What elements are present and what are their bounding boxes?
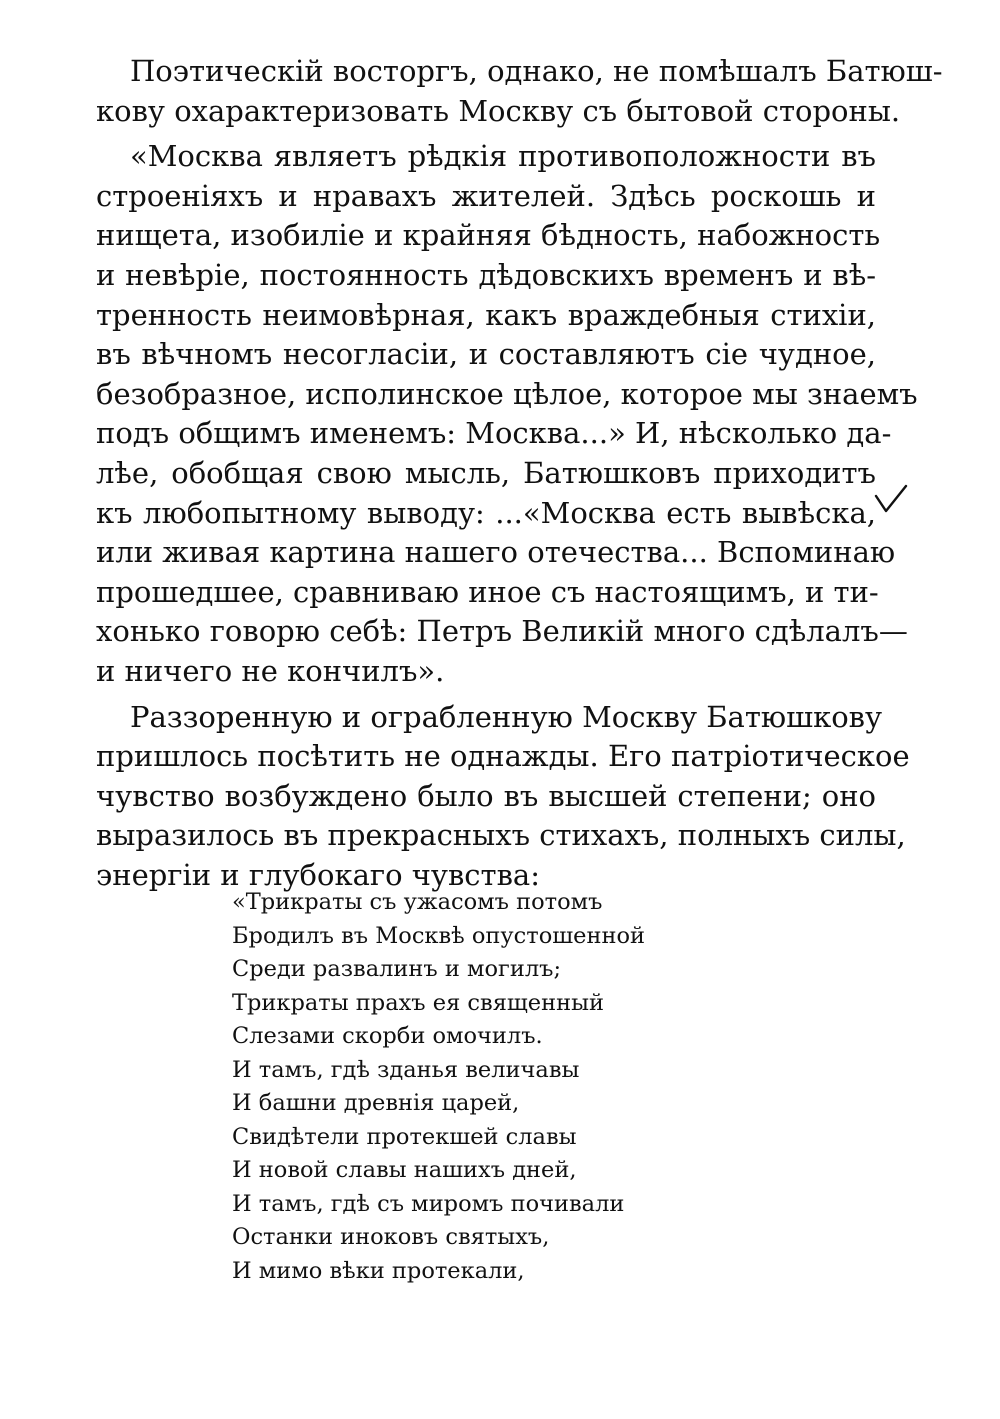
text-line: и ничего не кончилъ». (96, 653, 445, 688)
text-line: нищета, изобиліе и крайняя бѣдность, набожность (96, 218, 881, 253)
text-line: тренность неимовѣрная, какъ враждебныя стихіи, (96, 297, 876, 332)
poem-line: «Трикраты съ ужасомъ потомъ (232, 889, 603, 915)
text-line: энергіи и глубокаго чувства: (96, 857, 540, 892)
text-line: Раззоренную и ограбленную Москву Батюшкову (130, 699, 883, 734)
poem-line: Среди развалинъ и могилъ; (232, 956, 562, 982)
poem-line: И мимо вѣки протекали, (232, 1257, 525, 1284)
poem-line: И тамъ, гдѣ съ миромъ почивали (232, 1190, 625, 1217)
poem-line: И тамъ, гдѣ зданья величавы (232, 1056, 580, 1083)
paragraph (96, 52, 943, 131)
text-line: и невѣріе, постоянность дѣдовскихъ временъ и вѣ- (96, 257, 876, 292)
text-line: безобразное, исполинское цѣлое, которое мы знаемъ (96, 376, 918, 411)
poem-line: Бродилъ въ Москвѣ опустошенной (232, 922, 646, 949)
poem-line: Останки иноковъ святыхъ, (232, 1224, 550, 1250)
text-line: въ вѣчномъ несогласіи, и составляютъ сіе чудное, (96, 337, 876, 372)
text-line: «Москва являетъ рѣдкія противоположности въ (130, 139, 876, 174)
poem-line: Свидѣтели протекшей славы (232, 1123, 577, 1150)
text-line: пришлось посѣтить не однажды. Его патріотическое (96, 739, 910, 774)
prose-body (96, 52, 943, 895)
text-line: или живая картина нашего отечества... Вспоминаю (96, 535, 896, 570)
text-line: Поэтическій восторгъ, однако, не помѣшалъ Батюш- (130, 54, 943, 88)
poem-quote (232, 886, 792, 1288)
poem-line: И башни древнія царей, (232, 1090, 520, 1116)
text-line: хонько говорю себѣ: Петръ Великій много сдѣлалъ— (96, 614, 908, 649)
text-line: строеніяхъ и нравахъ жителей. Здѣсь роскошь и (96, 178, 876, 213)
text-line: чувство возбуждено было въ высшей степени; оно (96, 778, 876, 813)
poem-line: Слезами скорби омочилъ. (232, 1023, 543, 1049)
text-line: кову охарактеризовать Москву съ бытовой стороны. (96, 93, 901, 128)
text-line: лѣе, обобщая свою мысль, Батюшковъ приходитъ (96, 455, 876, 490)
paragraph (96, 137, 918, 691)
text-line: къ любопытному выводу: ...«Москва есть вывѣска, (96, 495, 876, 530)
paragraph (96, 698, 910, 896)
text-line: выразилось въ прекрасныхъ стихахъ, полныхъ силы, (96, 818, 906, 853)
text-line: подъ общимъ именемъ: Москва...» И, нѣсколько да- (96, 416, 892, 451)
checkmark-icon (874, 484, 908, 514)
poem-line: Трикраты прахъ ея священный (232, 989, 605, 1016)
poem-line: И новой славы нашихъ дней, (232, 1157, 577, 1183)
text-line: прошедшее, сравниваю иное съ настоящимъ, и ти- (96, 574, 879, 609)
